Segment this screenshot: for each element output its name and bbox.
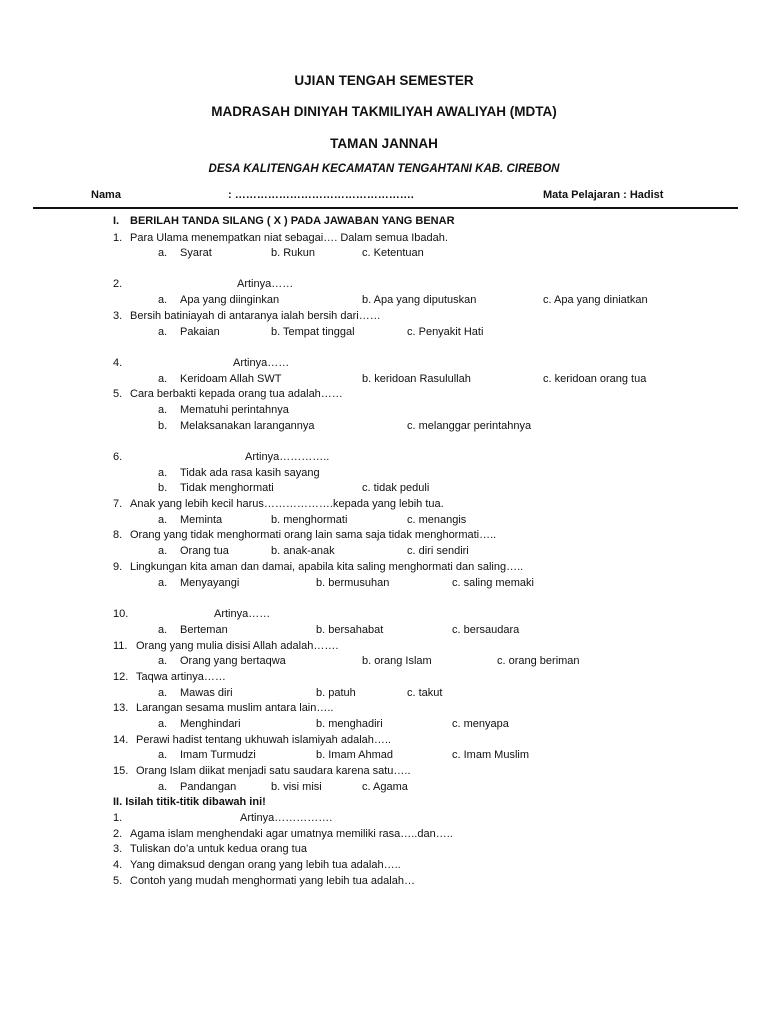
option-c: c. tidak peduli — [362, 482, 430, 494]
question-number: 1. — [113, 232, 123, 244]
question-number: 5. — [113, 388, 123, 400]
question-text: Yang dimaksud dengan orang yang lebih tua adalah….. — [130, 859, 401, 871]
question-text: Cara berbakti kepada orang tua adalah…… — [130, 388, 343, 400]
option-b: b. orang Islam — [362, 655, 432, 667]
option-label: a. — [158, 781, 168, 793]
option-label: a. — [158, 749, 168, 761]
option-a: Menghindari — [180, 718, 241, 730]
option-c: c. menyapa — [452, 718, 509, 730]
question-number: 6. — [113, 451, 123, 463]
option-c: c. keridoan orang tua — [543, 373, 647, 385]
exam-title: UJIAN TENGAH SEMESTER — [294, 73, 474, 88]
question-text: Perawi hadist tentang ukhuwah islamiyah adalah….. — [136, 734, 391, 746]
question-text: Taqwa artinya…… — [136, 671, 226, 683]
question-number: 1. — [113, 812, 123, 824]
option-b: b. anak-anak — [271, 545, 335, 557]
option-label: a. — [158, 718, 168, 730]
question-text: Anak yang lebih kecil harus……………….kepada yang lebih tua. — [130, 498, 444, 510]
option-a: Berteman — [180, 624, 228, 636]
option-label: b. — [158, 482, 168, 494]
option-label: a. — [158, 294, 168, 306]
school-address: DESA KALITENGAH KECAMATAN TENGAHTANI KAB. CIREBON — [208, 163, 560, 175]
section1-number: I. — [113, 215, 120, 227]
option-a: Tidak ada rasa kasih sayang — [180, 467, 320, 479]
question-text: Artinya…… — [237, 278, 294, 290]
option-b: b. keridoan Rasulullah — [362, 373, 471, 385]
question-number: 13. — [113, 702, 129, 714]
option-a: Pakaian — [180, 326, 220, 338]
question-text: Orang Islam diikat menjadi satu saudara karena satu….. — [136, 765, 411, 777]
question-text: Artinya………….. — [245, 451, 330, 463]
question-number: 14. — [113, 734, 129, 746]
option-label: a. — [158, 373, 168, 385]
option-label: a. — [158, 247, 168, 259]
subject-label: Mata Pelajaran : Hadist — [543, 189, 664, 201]
option-label: b. — [158, 420, 168, 432]
name-label: Nama — [91, 189, 121, 201]
name-blank: : …………………………………………. — [228, 189, 414, 201]
option-b: b. menghormati — [271, 514, 348, 526]
question-number: 12. — [113, 671, 129, 683]
option-a: Orang tua — [180, 545, 229, 557]
identity-row — [0, 189, 768, 205]
question-text: Orang yang tidak menghormati orang lain sama saja tidak menghormati….. — [130, 529, 497, 541]
question-text: Orang yang mulia disisi Allah adalah……. — [136, 640, 339, 652]
option-label: a. — [158, 577, 168, 589]
option-b: b. visi misi — [271, 781, 322, 793]
option-a: Mawas diri — [180, 687, 233, 699]
option-label: a. — [158, 514, 168, 526]
option-b: b. bersahabat — [316, 624, 384, 636]
question-number: 3. — [113, 843, 123, 855]
option-a: Pandangan — [180, 781, 237, 793]
school-name: MADRASAH DINIYAH TAKMILIYAH AWALIYAH (MDTA) — [211, 104, 557, 119]
option-a: Menyayangi — [180, 577, 240, 589]
question-text: Agama islam menghendaki agar umatnya memiliki rasa…..dan….. — [130, 828, 453, 840]
option-label: a. — [158, 326, 168, 338]
question-number: 10. — [113, 608, 129, 620]
question-number: 5. — [113, 875, 123, 887]
option-c: c. diri sendiri — [407, 545, 469, 557]
question-number: 9. — [113, 561, 123, 573]
question-text: Artinya…… — [233, 357, 290, 369]
option-label: a. — [158, 404, 168, 416]
option-b: b. Imam Ahmad — [316, 749, 394, 761]
question-number: 4. — [113, 859, 123, 871]
option-b: b. bermusuhan — [316, 577, 390, 589]
option-a: Mematuhi perintahnya — [180, 404, 289, 416]
option-c: c. Ketentuan — [362, 247, 424, 259]
option-c: c. Imam Muslim — [452, 749, 529, 761]
option-a: Keridoam Allah SWT — [180, 373, 282, 385]
question-text: Tuliskan do’a untuk kedua orang tua — [130, 843, 307, 855]
option-c: c. saling memaki — [452, 577, 534, 589]
option-label: a. — [158, 624, 168, 636]
option-b: b. Rukun — [271, 247, 316, 259]
option-c: c. melanggar perintahnya — [407, 420, 532, 432]
option-a: Syarat — [180, 247, 212, 259]
option-c: c. bersaudara — [452, 624, 520, 636]
question-text: Contoh yang mudah menghormati yang lebih tua adalah… — [130, 875, 415, 887]
section2-title: II. Isilah titik-titik dibawah ini! — [113, 796, 266, 808]
question-number: 4. — [113, 357, 123, 369]
question-text: Para Ulama menempatkan niat sebagai…. Dalam semua Ibadah. — [130, 232, 448, 244]
option-c: c. takut — [407, 687, 443, 699]
question-number: 7. — [113, 498, 123, 510]
question-text: Lingkungan kita aman dan damai, apabila kita saling menghormati dan saling….. — [130, 561, 524, 573]
question-text: Larangan sesama muslim antara lain….. — [136, 702, 334, 714]
option-c: c. Penyakit Hati — [407, 326, 484, 338]
question-number: 2. — [113, 828, 123, 840]
question-text: Artinya……………. — [240, 812, 333, 824]
option-c: c. orang beriman — [497, 655, 580, 667]
option-c: c. Apa yang diniatkan — [543, 294, 648, 306]
option-b: Melaksanakan larangannya — [180, 420, 315, 432]
option-a: Orang yang bertaqwa — [180, 655, 286, 667]
option-a: Apa yang diinginkan — [180, 294, 280, 306]
question-number: 15. — [113, 765, 129, 777]
option-b: b. menghadiri — [316, 718, 383, 730]
option-b: b. Apa yang diputuskan — [362, 294, 477, 306]
option-c: c. Agama — [362, 781, 408, 793]
question-number: 11. — [113, 640, 128, 652]
question-text: Bersih batiniayah di antaranya ialah bersih dari…… — [130, 310, 381, 322]
header-divider — [33, 207, 738, 209]
option-b: b. Tempat tinggal — [271, 326, 355, 338]
question-number: 8. — [113, 529, 123, 541]
question-number: 2. — [113, 278, 123, 290]
section1-title: BERILAH TANDA SILANG ( X ) PADA JAWABAN YANG BENAR — [130, 215, 455, 227]
school-subname: TAMAN JANNAH — [330, 136, 438, 151]
option-c: c. menangis — [407, 514, 467, 526]
option-label: a. — [158, 545, 168, 557]
option-b: Tidak menghormati — [180, 482, 274, 494]
option-label: a. — [158, 687, 168, 699]
question-number: 3. — [113, 310, 123, 322]
option-a: Meminta — [180, 514, 223, 526]
option-label: a. — [158, 467, 168, 479]
option-label: a. — [158, 655, 168, 667]
option-b: b. patuh — [316, 687, 356, 699]
option-a: Imam Turmudzi — [180, 749, 256, 761]
question-text: Artinya…… — [214, 608, 271, 620]
